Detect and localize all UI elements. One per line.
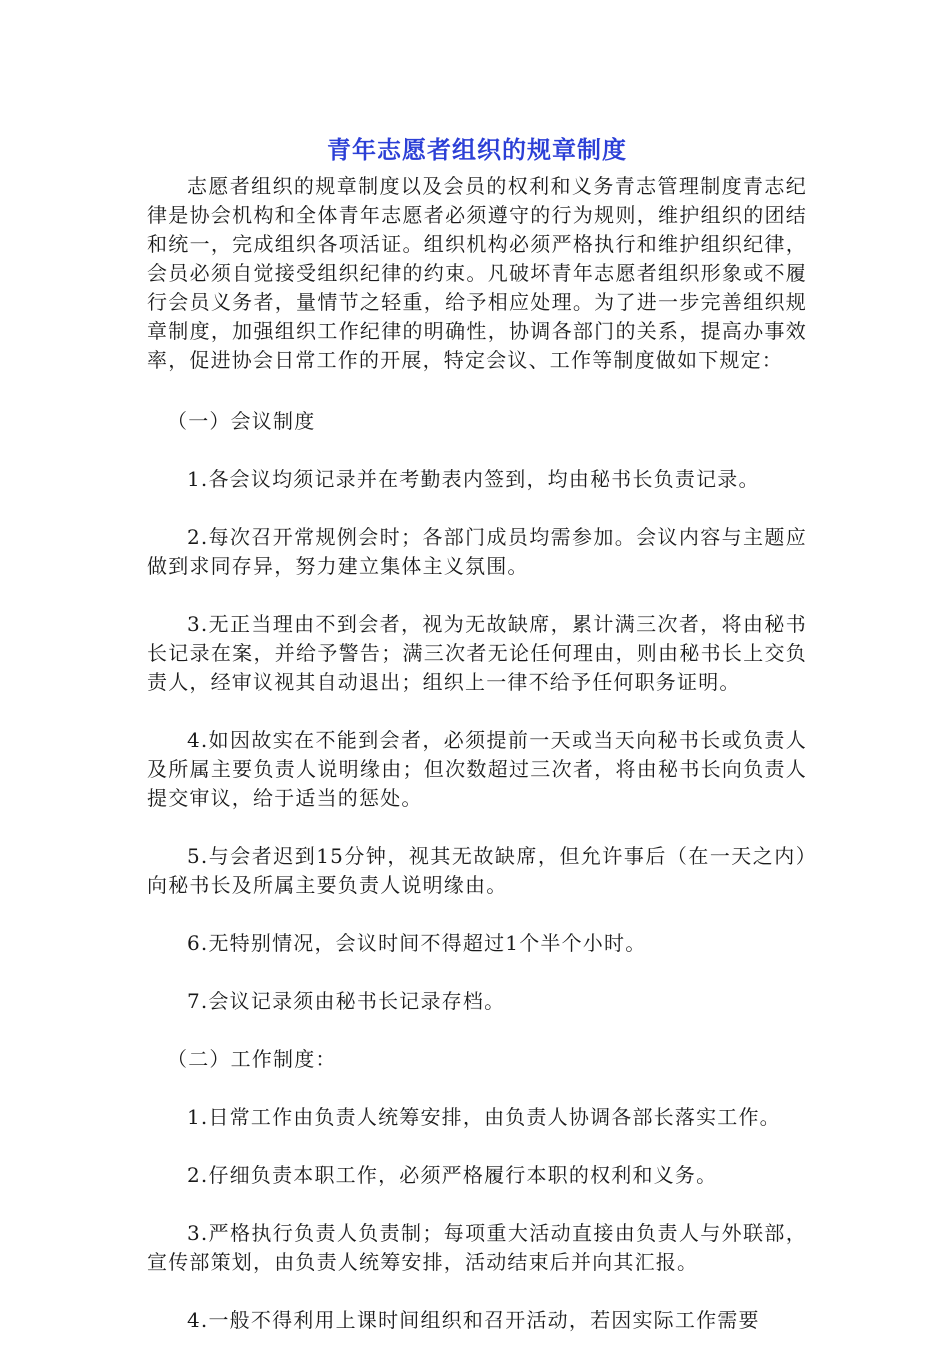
document-title: 青年志愿者组织的规章制度 (327, 136, 627, 164)
work-rule-4: 4.一般不得利用上课时间组织和召开活动，若因实际工作需要 (187, 1308, 760, 1332)
meeting-rule-6: 6.无特别情况，会议时间不得超过1个半个小时。 (187, 931, 647, 955)
intro-paragraph: 志愿者组织的规章制度以及会员的权利和义务青志管理制度青志纪律是协会机构和全体青年志愿者必须遵守的行为规则，维护组织的团结和统一，完成组织各项活证。组织机构必须严格执行和维护组织纪律，会员必须自觉接受组织纪律的约束。凡破坏青年志愿者组织形象或不履行会员义务者，量情节之轻重，给予相应处理。为了进一步完善组织规章制度，加强组织工作纪律的明确性，协调各部门的关系，提高办事效率，促进协会日常工作的开展，特定会议、工作等制度做如下规定： (147, 174, 807, 372)
work-rule-2: 2.仔细负责本职工作，必须严格履行本职的权利和义务。 (187, 1163, 718, 1187)
meeting-rule-4: 4.如因故实在不能到会者，必须提前一天或当天向秘书长或负责人及所属主要负责人说明缘由；但次数超过三次者，将由秘书长向负责人提交审议，给于适当的惩处。 (147, 728, 807, 810)
section-heading-meetings: （一）会议制度 (167, 409, 316, 433)
meeting-rule-1: 1.各会议均须记录并在考勤表内签到，均由秘书长负责记录。 (187, 467, 760, 491)
document-page (147, 128, 807, 1364)
work-rule-1: 1.日常工作由负责人统筹安排，由负责人协调各部长落实工作。 (187, 1105, 781, 1129)
section-heading-work: （二）工作制度： (167, 1047, 337, 1071)
meeting-rule-5: 5.与会者迟到15分钟，视其无故缺席，但允许事后（在一天之内）向秘书长及所属主要负责人说明缘由。 (147, 844, 807, 897)
meeting-rule-7: 7.会议记录须由秘书长记录存档。 (187, 989, 506, 1013)
meeting-rule-3: 3.无正当理由不到会者，视为无故缺席，累计满三次者，将由秘书长记录在案，并给予警告；满三次者无论任何理由，则由秘书长上交负责人，经审议视其自动退出；组织上一律不给予任何职务证明。 (147, 612, 807, 694)
meeting-rule-2: 2.每次召开常规例会时；各部门成员均需参加。会议内容与主题应做到求同存异，努力建立集体主义氛围。 (147, 525, 807, 578)
work-rule-3: 3.严格执行负责人负责制；每项重大活动直接由负责人与外联部，宣传部策划，由负责人统筹安排，活动结束后并向其汇报。 (147, 1221, 807, 1274)
